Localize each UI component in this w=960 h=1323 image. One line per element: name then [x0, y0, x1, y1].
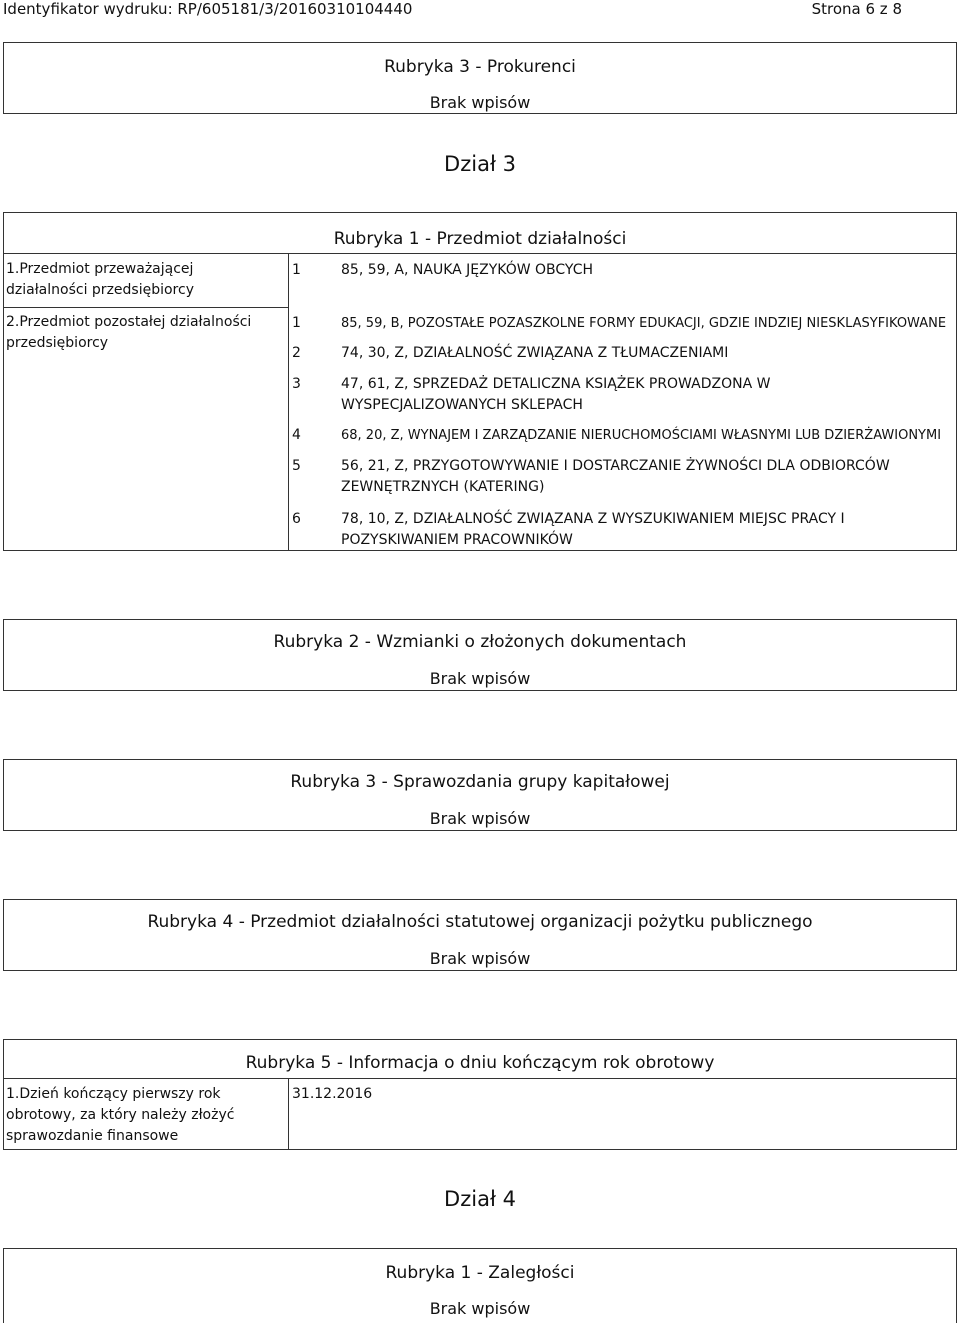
no-entries: Brak wpisów: [429, 669, 531, 688]
section-przedmiot-dzialalnosci: [3, 212, 957, 551]
section-prokurenci: [3, 42, 957, 114]
section-opp: [3, 899, 957, 971]
dzial-3-title: Dział 3: [444, 152, 516, 176]
other-activity-label: 2.Przedmiot pozostałej działalności przedsiębiorcy: [6, 314, 252, 351]
section-title: Rubryka 1 - Przedmiot działalności: [333, 229, 627, 249]
print-identifier: Identyfikator wydruku: RP/605181/3/20160310104440: [3, 0, 413, 18]
section-zaleglosci: [3, 1248, 957, 1323]
section-title: Rubryka 5 - Informacja o dniu kończącym rok obrotowy: [245, 1053, 715, 1073]
dzial-4-title: Dział 4: [444, 1187, 516, 1211]
fiscal-year-end: 31.12.2016: [292, 1086, 373, 1102]
other-item-no: 3: [292, 376, 301, 392]
no-entries: Brak wpisów: [429, 1299, 531, 1318]
section-title: Rubryka 1 - Zaległości: [385, 1263, 575, 1283]
other-item-text: 47, 61, Z, SPRZEDAŻ DETALICZNA KSIĄŻEK PROWADZONA W WYSPECJALIZOWANYCH SKLEPACH: [341, 376, 771, 413]
other-item-text: 56, 21, Z, PRZYGOTOWYWANIE I DOSTARCZANIE ŻYWNOŚCI DLA ODBIORCÓW ZEWNĘTRZNYCH (KATERING): [341, 458, 890, 495]
no-entries: Brak wpisów: [429, 93, 531, 112]
other-item-text: 85, 59, B, POZOSTAŁE POZASZKOLNE FORMY EDUKACJI, GDZIE INDZIEJ NIESKLASYFIKOWANE: [341, 316, 947, 331]
other-item-no: 1: [292, 315, 301, 331]
other-item-no: 6: [292, 511, 301, 527]
section-title: Rubryka 3 - Prokurenci: [384, 57, 576, 77]
other-item-no: 2: [292, 345, 301, 361]
other-item-text: 78, 10, Z, DZIAŁALNOŚĆ ZWIĄZANA Z WYSZUKIWANIEM MIEJSC PRACY I POZYSKIWANIEM PRACOWNIKÓW: [341, 511, 845, 548]
section-title: Rubryka 3 - Sprawozdania grupy kapitałowej: [290, 772, 670, 792]
no-entries: Brak wpisów: [429, 809, 531, 828]
main-item-no: 1: [292, 262, 301, 278]
section-title: Rubryka 2 - Wzmianki o złożonych dokumentach: [273, 632, 687, 652]
section-wzmianki: [3, 619, 957, 691]
other-item-text: 68, 20, Z, WYNAJEM I ZARZĄDZANIE NIERUCHOMOŚCIAMI WŁASNYMI LUB DZIERŻAWIONYMI: [341, 428, 942, 443]
section-rok-obrotowy: [3, 1039, 957, 1150]
other-item-text: 74, 30, Z, DZIAŁALNOŚĆ ZWIĄZANA Z TŁUMACZENIAMI: [341, 345, 729, 361]
main-item-text: 85, 59, A, NAUKA JĘZYKÓW OBCYCH: [341, 262, 594, 278]
page-number: Strona 6 z 8: [811, 0, 902, 18]
other-item-no: 5: [292, 458, 301, 474]
fiscal-year-label: 1.Dzień kończący pierwszy rok obrotowy, za który należy złożyć sprawozdanie finansowe: [6, 1086, 235, 1144]
section-sprawozdania: [3, 759, 957, 831]
section-title: Rubryka 4 - Przedmiot działalności statutowej organizacji pożytku publicznego: [147, 912, 813, 932]
main-activity-label: 1.Przedmiot przeważającej działalności przedsiębiorcy: [6, 261, 194, 298]
no-entries: Brak wpisów: [429, 949, 531, 968]
other-item-no: 4: [292, 427, 301, 443]
